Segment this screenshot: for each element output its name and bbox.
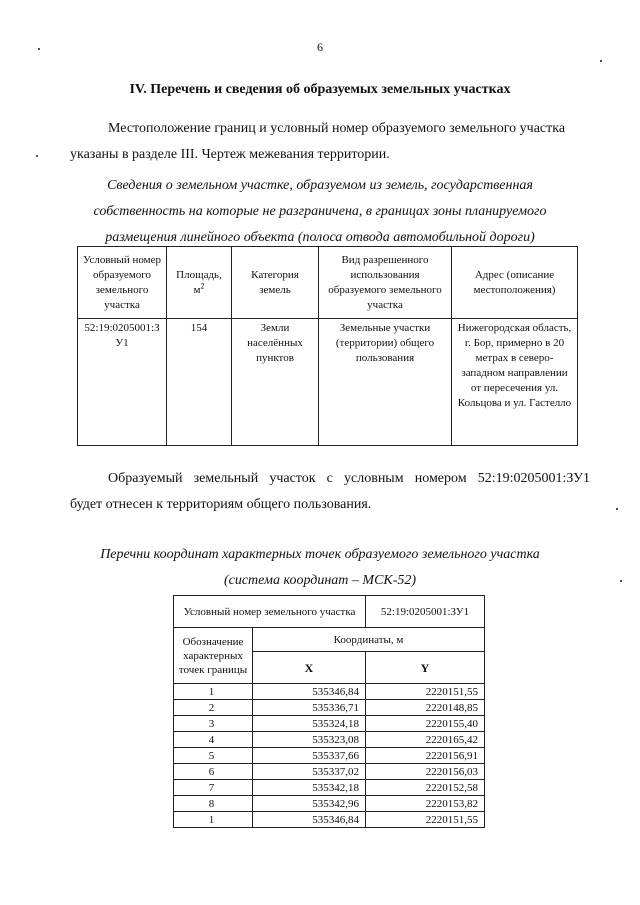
y-value: 2220165,42 xyxy=(366,732,485,748)
point-number: 1 xyxy=(174,812,253,828)
table2-caption-line-1: Перечни координат характерных точек образуемого земельного участка xyxy=(100,547,540,562)
scan-speck xyxy=(36,155,38,157)
x-value: 535342,18 xyxy=(253,780,366,796)
coordinate-row xyxy=(174,700,485,716)
coordinate-row xyxy=(174,796,485,812)
header-x: X xyxy=(253,652,366,684)
coordinates-table xyxy=(173,595,485,828)
table1-caption-line-1: Сведения о земельном участке, образуемом из земель, государственная xyxy=(107,178,533,193)
table2-caption-line-2: (система координат – МСК-52) xyxy=(223,573,417,588)
table1-header-row xyxy=(78,247,578,319)
y-value: 2220156,03 xyxy=(366,764,485,780)
cell-address: Нижегородская область, г. Бор, примерно в 20 метрах в северо-западном направлении от пересечения ул. Кольцова и ул. Гастелло xyxy=(452,319,578,446)
point-number: 5 xyxy=(174,748,253,764)
table2-caption xyxy=(60,542,580,594)
header-coordinates: Координаты, м xyxy=(253,628,485,652)
cell-usage: Земельные участки (территории) общего пользования xyxy=(319,319,452,446)
header-address: Адрес (описание местоположения) xyxy=(452,247,578,319)
section-heading: IV. Перечень и сведения об образуемых земельных участках xyxy=(129,82,511,97)
point-number: 3 xyxy=(174,716,253,732)
x-value: 535323,08 xyxy=(253,732,366,748)
page-number: 6 xyxy=(317,40,323,54)
table2-parcel-row xyxy=(174,596,485,628)
y-value: 2220148,85 xyxy=(366,700,485,716)
y-value: 2220153,82 xyxy=(366,796,485,812)
statement-line-2: будет отнесен к территориям общего пользования. xyxy=(70,497,372,512)
header-parcel-number: Условный номер образуемого земельного участка xyxy=(78,247,167,319)
intro-line-2: указаны в разделе III. Чертеж межевания территории. xyxy=(70,147,390,162)
statement-line-1: Образуемый земельный участок с условным номером 52:19:0205001:ЗУ1 xyxy=(108,471,590,486)
coordinate-row xyxy=(174,764,485,780)
cell-parcel-number: 52:19:0205001:ЗУ1 xyxy=(78,319,167,446)
cell-area: 154 xyxy=(167,319,232,446)
header-area-label: Площадь, м xyxy=(176,268,222,296)
point-number: 7 xyxy=(174,780,253,796)
x-value: 535346,84 xyxy=(253,684,366,700)
scan-speck xyxy=(620,580,622,582)
point-number: 6 xyxy=(174,764,253,780)
x-value: 535342,96 xyxy=(253,796,366,812)
y-value: 2220152,58 xyxy=(366,780,485,796)
x-value: 535346,84 xyxy=(253,812,366,828)
coordinate-row xyxy=(174,812,485,828)
parcel-info-table xyxy=(77,246,578,446)
intro-line-1: Местоположение границ и условный номер образуемого земельного участка xyxy=(108,121,566,136)
coordinate-rows xyxy=(174,684,485,828)
x-value: 535324,18 xyxy=(253,716,366,732)
scan-speck xyxy=(600,60,602,62)
y-value: 2220155,40 xyxy=(366,716,485,732)
header-area-sup: 2 xyxy=(200,280,205,290)
x-value: 535337,02 xyxy=(253,764,366,780)
y-value: 2220156,91 xyxy=(366,748,485,764)
point-number: 8 xyxy=(174,796,253,812)
header-usage: Вид разрешенного использования образуемого земельного участка xyxy=(319,247,452,319)
statement-paragraph xyxy=(70,466,590,518)
header-category: Категория земель xyxy=(232,247,319,319)
y-value: 2220151,55 xyxy=(366,812,485,828)
x-value: 535336,71 xyxy=(253,700,366,716)
intro-paragraph xyxy=(70,116,590,168)
scan-speck xyxy=(38,48,40,50)
coordinate-row xyxy=(174,748,485,764)
coordinate-row xyxy=(174,780,485,796)
coordinate-row xyxy=(174,716,485,732)
parcel-value: 52:19:0205001:ЗУ1 xyxy=(366,596,485,628)
point-number: 4 xyxy=(174,732,253,748)
header-y: Y xyxy=(366,652,485,684)
coordinate-row xyxy=(174,732,485,748)
table1-caption-line-2: собственность на которые не разграничена, в границах зоны планируемого xyxy=(93,204,547,219)
y-value: 2220151,55 xyxy=(366,684,485,700)
header-area xyxy=(167,247,232,319)
point-number: 1 xyxy=(174,684,253,700)
scan-speck xyxy=(616,508,618,510)
point-number: 2 xyxy=(174,700,253,716)
coordinate-row xyxy=(174,684,485,700)
table1-caption xyxy=(60,173,580,251)
cell-category: Земли населённых пунктов xyxy=(232,319,319,446)
x-value: 535337,66 xyxy=(253,748,366,764)
table1-caption-line-3: размещения линейного объекта (полоса отвода автомобильной дороги) xyxy=(105,230,535,245)
parcel-label: Условный номер земельного участка xyxy=(174,596,366,628)
table1-data-row xyxy=(78,319,578,446)
header-point: Обозначение характерных точек границы xyxy=(174,628,253,684)
table2-header-row-1 xyxy=(174,628,485,652)
